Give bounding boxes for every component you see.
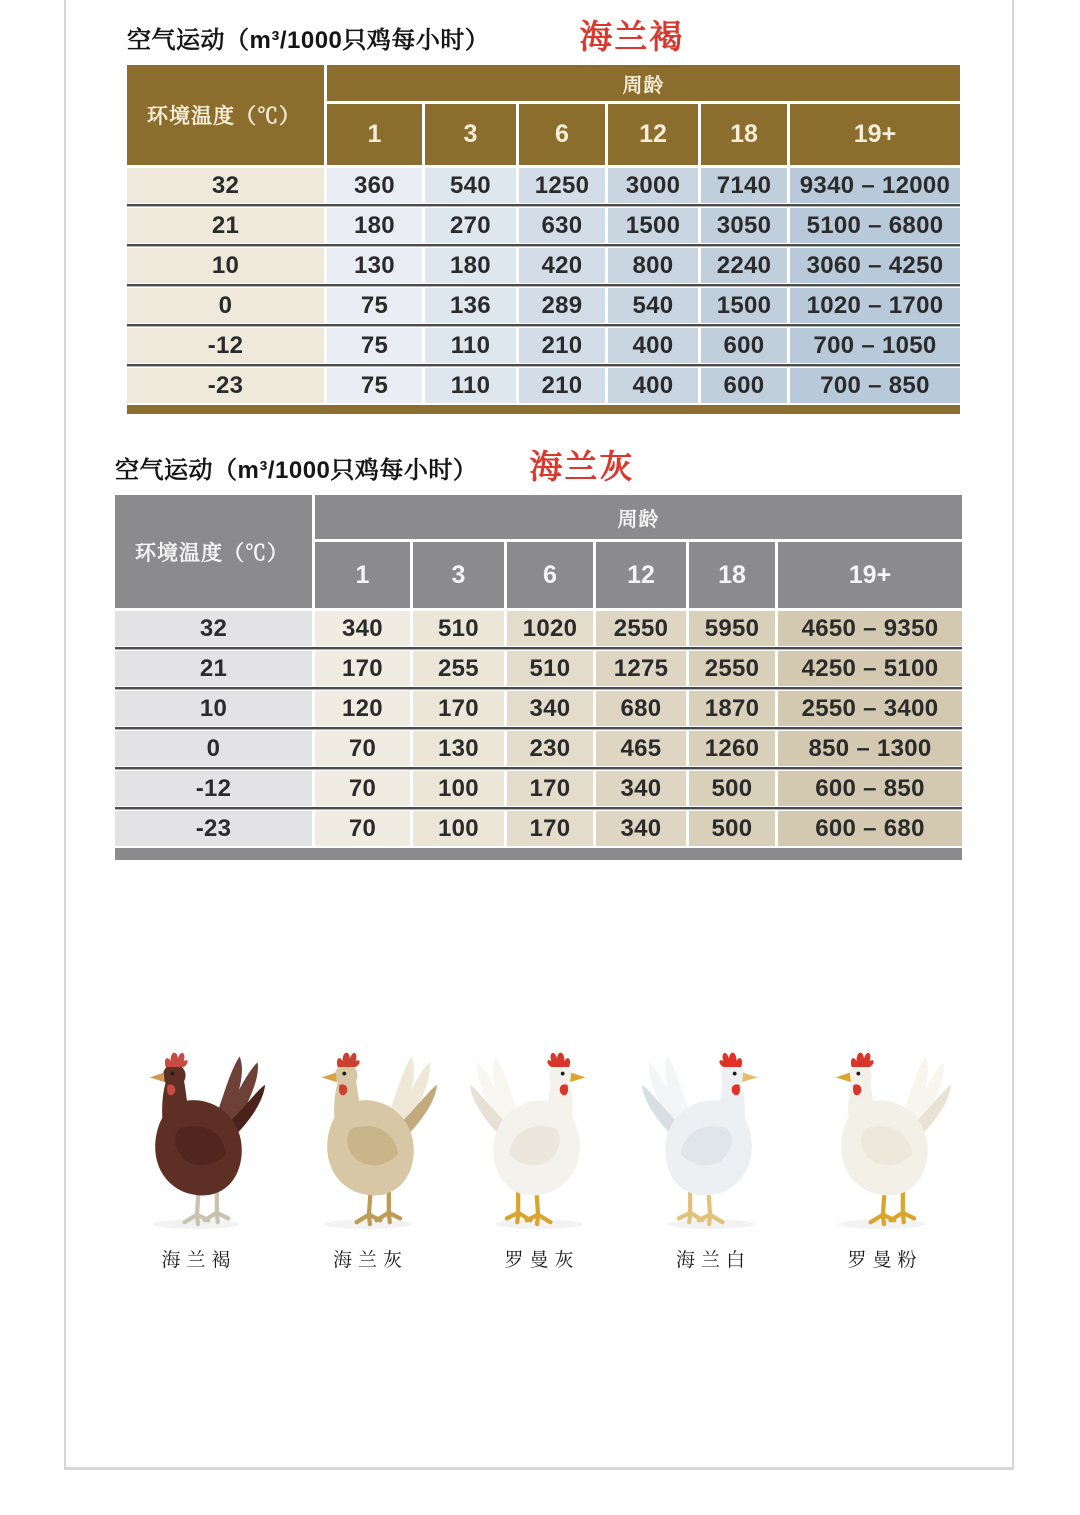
hen-illustration <box>640 1035 782 1239</box>
value-cell: 400 <box>608 368 698 403</box>
value-cell: 130 <box>413 731 504 766</box>
value-cell: 110 <box>425 328 516 363</box>
value-cell: 700 – 850 <box>790 368 960 403</box>
value-cell: 100 <box>413 771 504 806</box>
value-cell: 210 <box>519 328 605 363</box>
value-cell: 2240 <box>701 248 787 283</box>
hen-illustration <box>297 1035 439 1239</box>
value-cell: 9340 – 12000 <box>790 168 960 203</box>
value-cell: 255 <box>413 651 504 686</box>
week-column-header: 18 <box>701 104 787 165</box>
value-cell: 3000 <box>608 168 698 203</box>
value-cell: 540 <box>608 288 698 323</box>
value-cell: 600 – 850 <box>778 771 962 806</box>
breed-figure <box>461 1035 617 1272</box>
value-cell: 510 <box>413 611 504 646</box>
hen-illustration <box>468 1035 610 1239</box>
temperature-cell: 32 <box>127 168 324 203</box>
table-header <box>127 65 960 165</box>
table-title-brown <box>127 20 1012 55</box>
breed-label: 海兰灰 <box>332 1250 408 1271</box>
value-cell: 3050 <box>701 208 787 243</box>
value-cell: 5950 <box>689 611 775 646</box>
value-cell: 230 <box>507 731 593 766</box>
value-cell: 500 <box>689 771 775 806</box>
row-divider <box>115 807 962 810</box>
value-cell: 340 <box>596 771 686 806</box>
value-cell: 70 <box>315 731 410 766</box>
temperature-cell: -23 <box>115 811 312 846</box>
value-cell: 170 <box>315 651 410 686</box>
value-cell: 180 <box>327 208 422 243</box>
value-cell: 120 <box>315 691 410 726</box>
temperature-cell: 32 <box>115 611 312 646</box>
value-cell: 500 <box>689 811 775 846</box>
value-cell: 1500 <box>701 288 787 323</box>
value-cell: 420 <box>519 248 605 283</box>
row-divider <box>127 324 960 327</box>
table-row <box>115 771 962 806</box>
value-cell: 210 <box>519 368 605 403</box>
temperature-cell: 21 <box>127 208 324 243</box>
value-cell: 75 <box>327 328 422 363</box>
table-row <box>115 731 962 766</box>
table-row <box>127 328 960 363</box>
ambient-temperature-header: 环境温度（℃） <box>115 495 312 608</box>
value-cell: 170 <box>507 811 593 846</box>
breed-figure <box>118 1035 274 1272</box>
temperature-cell: -12 <box>127 328 324 363</box>
value-cell: 400 <box>608 328 698 363</box>
row-divider <box>127 284 960 287</box>
week-column-header: 12 <box>596 542 686 608</box>
table-row <box>115 691 962 726</box>
week-column-header: 1 <box>327 104 422 165</box>
week-column-header: 1 <box>315 542 410 608</box>
row-divider <box>127 244 960 247</box>
value-cell: 1870 <box>689 691 775 726</box>
temperature-cell: 21 <box>115 651 312 686</box>
temperature-cell: 0 <box>127 288 324 323</box>
row-divider <box>115 727 962 730</box>
temperature-cell: 10 <box>115 691 312 726</box>
week-column-header: 3 <box>413 542 504 608</box>
value-cell: 3060 – 4250 <box>790 248 960 283</box>
value-cell: 540 <box>425 168 516 203</box>
value-cell: 630 <box>519 208 605 243</box>
row-divider <box>115 687 962 690</box>
value-cell: 136 <box>425 288 516 323</box>
breed-gallery <box>66 1035 1012 1272</box>
breed-figure <box>290 1035 446 1272</box>
temperature-cell: -23 <box>127 368 324 403</box>
table-row <box>115 651 962 686</box>
breed-figure <box>804 1035 960 1272</box>
table-row <box>127 248 960 283</box>
value-cell: 1250 <box>519 168 605 203</box>
table-row <box>127 208 960 243</box>
document-page <box>64 0 1014 1470</box>
breed-label: 罗曼灰 <box>504 1250 580 1271</box>
week-column-header: 18 <box>689 542 775 608</box>
value-cell: 1020 <box>507 611 593 646</box>
value-cell: 75 <box>327 288 422 323</box>
value-cell: 340 <box>507 691 593 726</box>
ambient-temperature-header: 环境温度（℃） <box>127 65 324 165</box>
table-row <box>127 168 960 203</box>
air-movement-table-grey <box>115 495 962 860</box>
hen-illustration <box>125 1035 267 1239</box>
value-cell: 680 <box>596 691 686 726</box>
value-cell: 340 <box>315 611 410 646</box>
breed-name-hyline-brown: 海兰褐 <box>579 20 685 56</box>
value-cell: 465 <box>596 731 686 766</box>
value-cell: 1500 <box>608 208 698 243</box>
value-cell: 340 <box>596 811 686 846</box>
breed-figure <box>633 1035 789 1272</box>
value-cell: 75 <box>327 368 422 403</box>
value-cell: 70 <box>315 771 410 806</box>
value-cell: 289 <box>519 288 605 323</box>
week-column-header: 6 <box>519 104 605 165</box>
value-cell: 2550 – 3400 <box>778 691 962 726</box>
value-cell: 850 – 1300 <box>778 731 962 766</box>
value-cell: 110 <box>425 368 516 403</box>
temperature-cell: 10 <box>127 248 324 283</box>
value-cell: 600 – 680 <box>778 811 962 846</box>
week-age-header: 周龄 <box>327 65 960 101</box>
breed-label: 海兰褐 <box>161 1250 237 1271</box>
value-cell: 360 <box>327 168 422 203</box>
value-cell: 4650 – 9350 <box>778 611 962 646</box>
value-cell: 130 <box>327 248 422 283</box>
row-divider <box>127 204 960 207</box>
table-row <box>115 811 962 846</box>
value-cell: 70 <box>315 811 410 846</box>
row-divider <box>115 767 962 770</box>
table-bottom-bar <box>127 405 960 414</box>
table-bottom-bar <box>115 848 962 860</box>
value-cell: 5100 – 6800 <box>790 208 960 243</box>
value-cell: 700 – 1050 <box>790 328 960 363</box>
value-cell: 180 <box>425 248 516 283</box>
week-column-header: 6 <box>507 542 593 608</box>
value-cell: 600 <box>701 368 787 403</box>
week-column-header: 19+ <box>790 104 960 165</box>
hen-illustration <box>811 1035 953 1239</box>
value-cell: 1260 <box>689 731 775 766</box>
air-movement-table-brown <box>127 65 960 414</box>
temperature-cell: -12 <box>115 771 312 806</box>
air-movement-title: 空气运动（m³/1000只鸡每小时） <box>115 457 478 484</box>
table-row <box>127 288 960 323</box>
value-cell: 100 <box>413 811 504 846</box>
table-header <box>115 495 962 608</box>
breed-label: 海兰白 <box>675 1250 751 1271</box>
table-row <box>115 611 962 646</box>
value-cell: 170 <box>413 691 504 726</box>
value-cell: 2550 <box>689 651 775 686</box>
week-column-header: 3 <box>425 104 516 165</box>
row-divider <box>127 364 960 367</box>
week-age-header: 周龄 <box>315 495 962 539</box>
value-cell: 7140 <box>701 168 787 203</box>
value-cell: 800 <box>608 248 698 283</box>
air-movement-title: 空气运动（m³/1000只鸡每小时） <box>127 27 490 54</box>
value-cell: 170 <box>507 771 593 806</box>
value-cell: 2550 <box>596 611 686 646</box>
value-cell: 1275 <box>596 651 686 686</box>
temperature-cell: 0 <box>115 731 312 766</box>
week-column-header: 19+ <box>778 542 962 608</box>
week-column-header: 12 <box>608 104 698 165</box>
breed-label: 罗曼粉 <box>847 1250 923 1271</box>
breed-name-hyline-grey: 海兰灰 <box>529 450 635 486</box>
table-title-grey <box>115 450 1012 485</box>
value-cell: 1020 – 1700 <box>790 288 960 323</box>
value-cell: 4250 – 5100 <box>778 651 962 686</box>
value-cell: 510 <box>507 651 593 686</box>
value-cell: 270 <box>425 208 516 243</box>
table-row <box>127 368 960 403</box>
row-divider <box>115 647 962 650</box>
value-cell: 600 <box>701 328 787 363</box>
